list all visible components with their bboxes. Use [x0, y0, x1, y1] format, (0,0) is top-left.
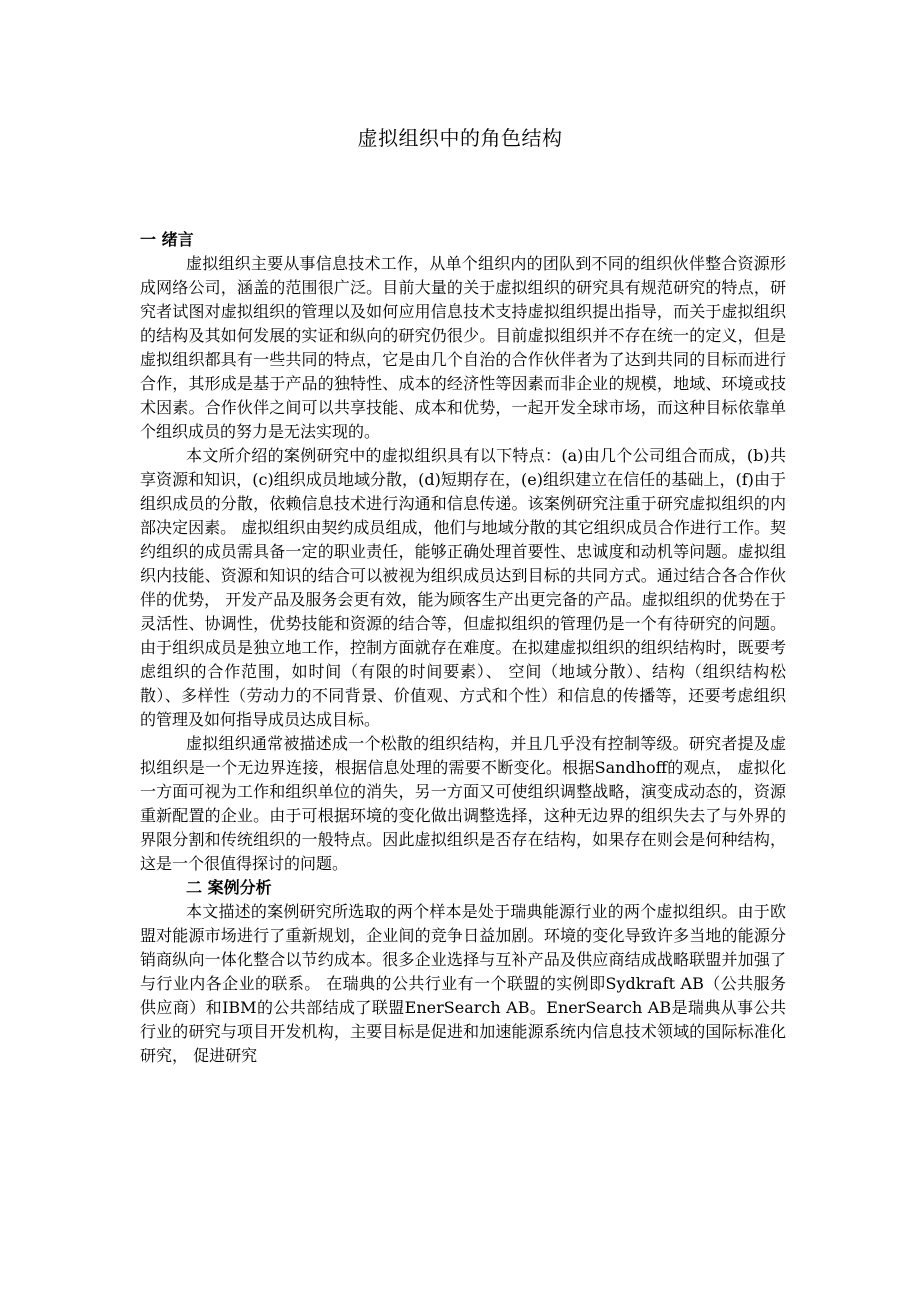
paragraph: 虚拟组织主要从事信息技术工作，从单个组织内的团队到不同的组织伙伴整合资源形成网络公司，涵盖的范围很广泛。目前大量的关于虚拟组织的研究具有规范研究的特点，研究者试图对虚拟组织的管理以及如何应用信息技术支持虚拟组织提出指导，而关于虚拟组织的结构及其如何发展的实证和纵向的研究仍很少。目前虚拟组织并不存在统一的定义，但是虚拟组织都具有一些共同的特点，它是由几个自治的合作伙伴者为了达到共同的目标而进行合作，其形成是基于产品的独特性、成本的经济性等因素而非企业的规模，地域、环境或技术因素。合作伙伴之间可以共享技能、成本和优势，一起开发全球市场，而这种目标依靠单个组织成员的努力是无法实现的。 [140, 254, 786, 441]
document-body [140, 228, 786, 1068]
paragraph: 本文描述的案例研究所选取的两个样本是处于瑞典能源行业的两个虚拟组织。由于欧盟对能源市场进行了重新规划，企业间的竞争日益加剧。环境的变化导致许多当地的能源分销商纵向一体化整合以节约成本。很多企业选择与互补产品及供应商结成战略联盟并加强了与行业内各企业的联系。 在瑞典的公共行业有一个联盟的实例即Sydkraft AB（公共服务供应商）和IBM的公共部结成了联盟EnerSearch AB。EnerSearch AB是瑞典从事公共行业的研究与项目开发机构，主要目标是促进和加速能源系统内信息技术领域的国际标准化研究， 促进研究 [140, 902, 786, 1065]
paragraph: 本文所介绍的案例研究中的虚拟组织具有以下特点：(a)由几个公司组合而成，(b)共享资源和知识，(c)组织成员地域分散，(d)短期存在，(e)组织建立在信任的基础上，(f)由于组织成员的分散，依赖信息技术进行沟通和信息传递。该案例研究注重于研究虚拟组织的内部决定因素。 虚拟组织由契约成员组成，他们与地域分散的其它组织成员合作进行工作。契约组织的成员需具备一定的职业责任，能够正确处理首要性、忠诚度和动机等问题。虚拟组织内技能、资源和知识的结合可以被视为组织成员达到目标的共同方式。通过结合各合作伙伴的优势， 开发产品及服务会更有效，能为顾客生产出更完备的产品。虚拟组织的优势在于灵活性、协调性，优势技能和资源的结合等，但虚拟组织的管理仍是一个有待研究的问题。 由于组织成员是独立地工作，控制方面就存在难度。在拟建虚拟组织的组织结构时，既要考虑组织的合作范围，如时间（有限的时间要素）、 空间（地域分散）、结构（组织结构松散）、多样性（劳动力的不同背景、价值观、方式和个性）和信息的传播等，还要考虑组织的管理及如何指导成员达成目标。 [140, 446, 786, 729]
paragraph: 虚拟组织通常被描述成一个松散的组织结构，并且几乎没有控制等级。研究者提及虚拟组织是一个无边界连接，根据信息处理的需要不断变化。根据Sandhoff的观点， 虚拟化一方面可视为工作和组织单位的消失，另一方面又可使组织调整战略，演变成动态的，资源重新配置的企业。由于可根据环境的变化做出调整选择，这种无边界的组织失去了与外界的界限分割和传统组织的一般特点。因此虚拟组织是否存在结构，如果存在则会是何种结构，这是一个很值得探讨的问题。 [140, 734, 786, 873]
document-title: 虚拟组织中的角色结构 [357, 126, 563, 150]
section-heading-introduction: 一 绪言 [140, 230, 194, 249]
section-heading-case-analysis: 二 案例分析 [186, 878, 272, 897]
